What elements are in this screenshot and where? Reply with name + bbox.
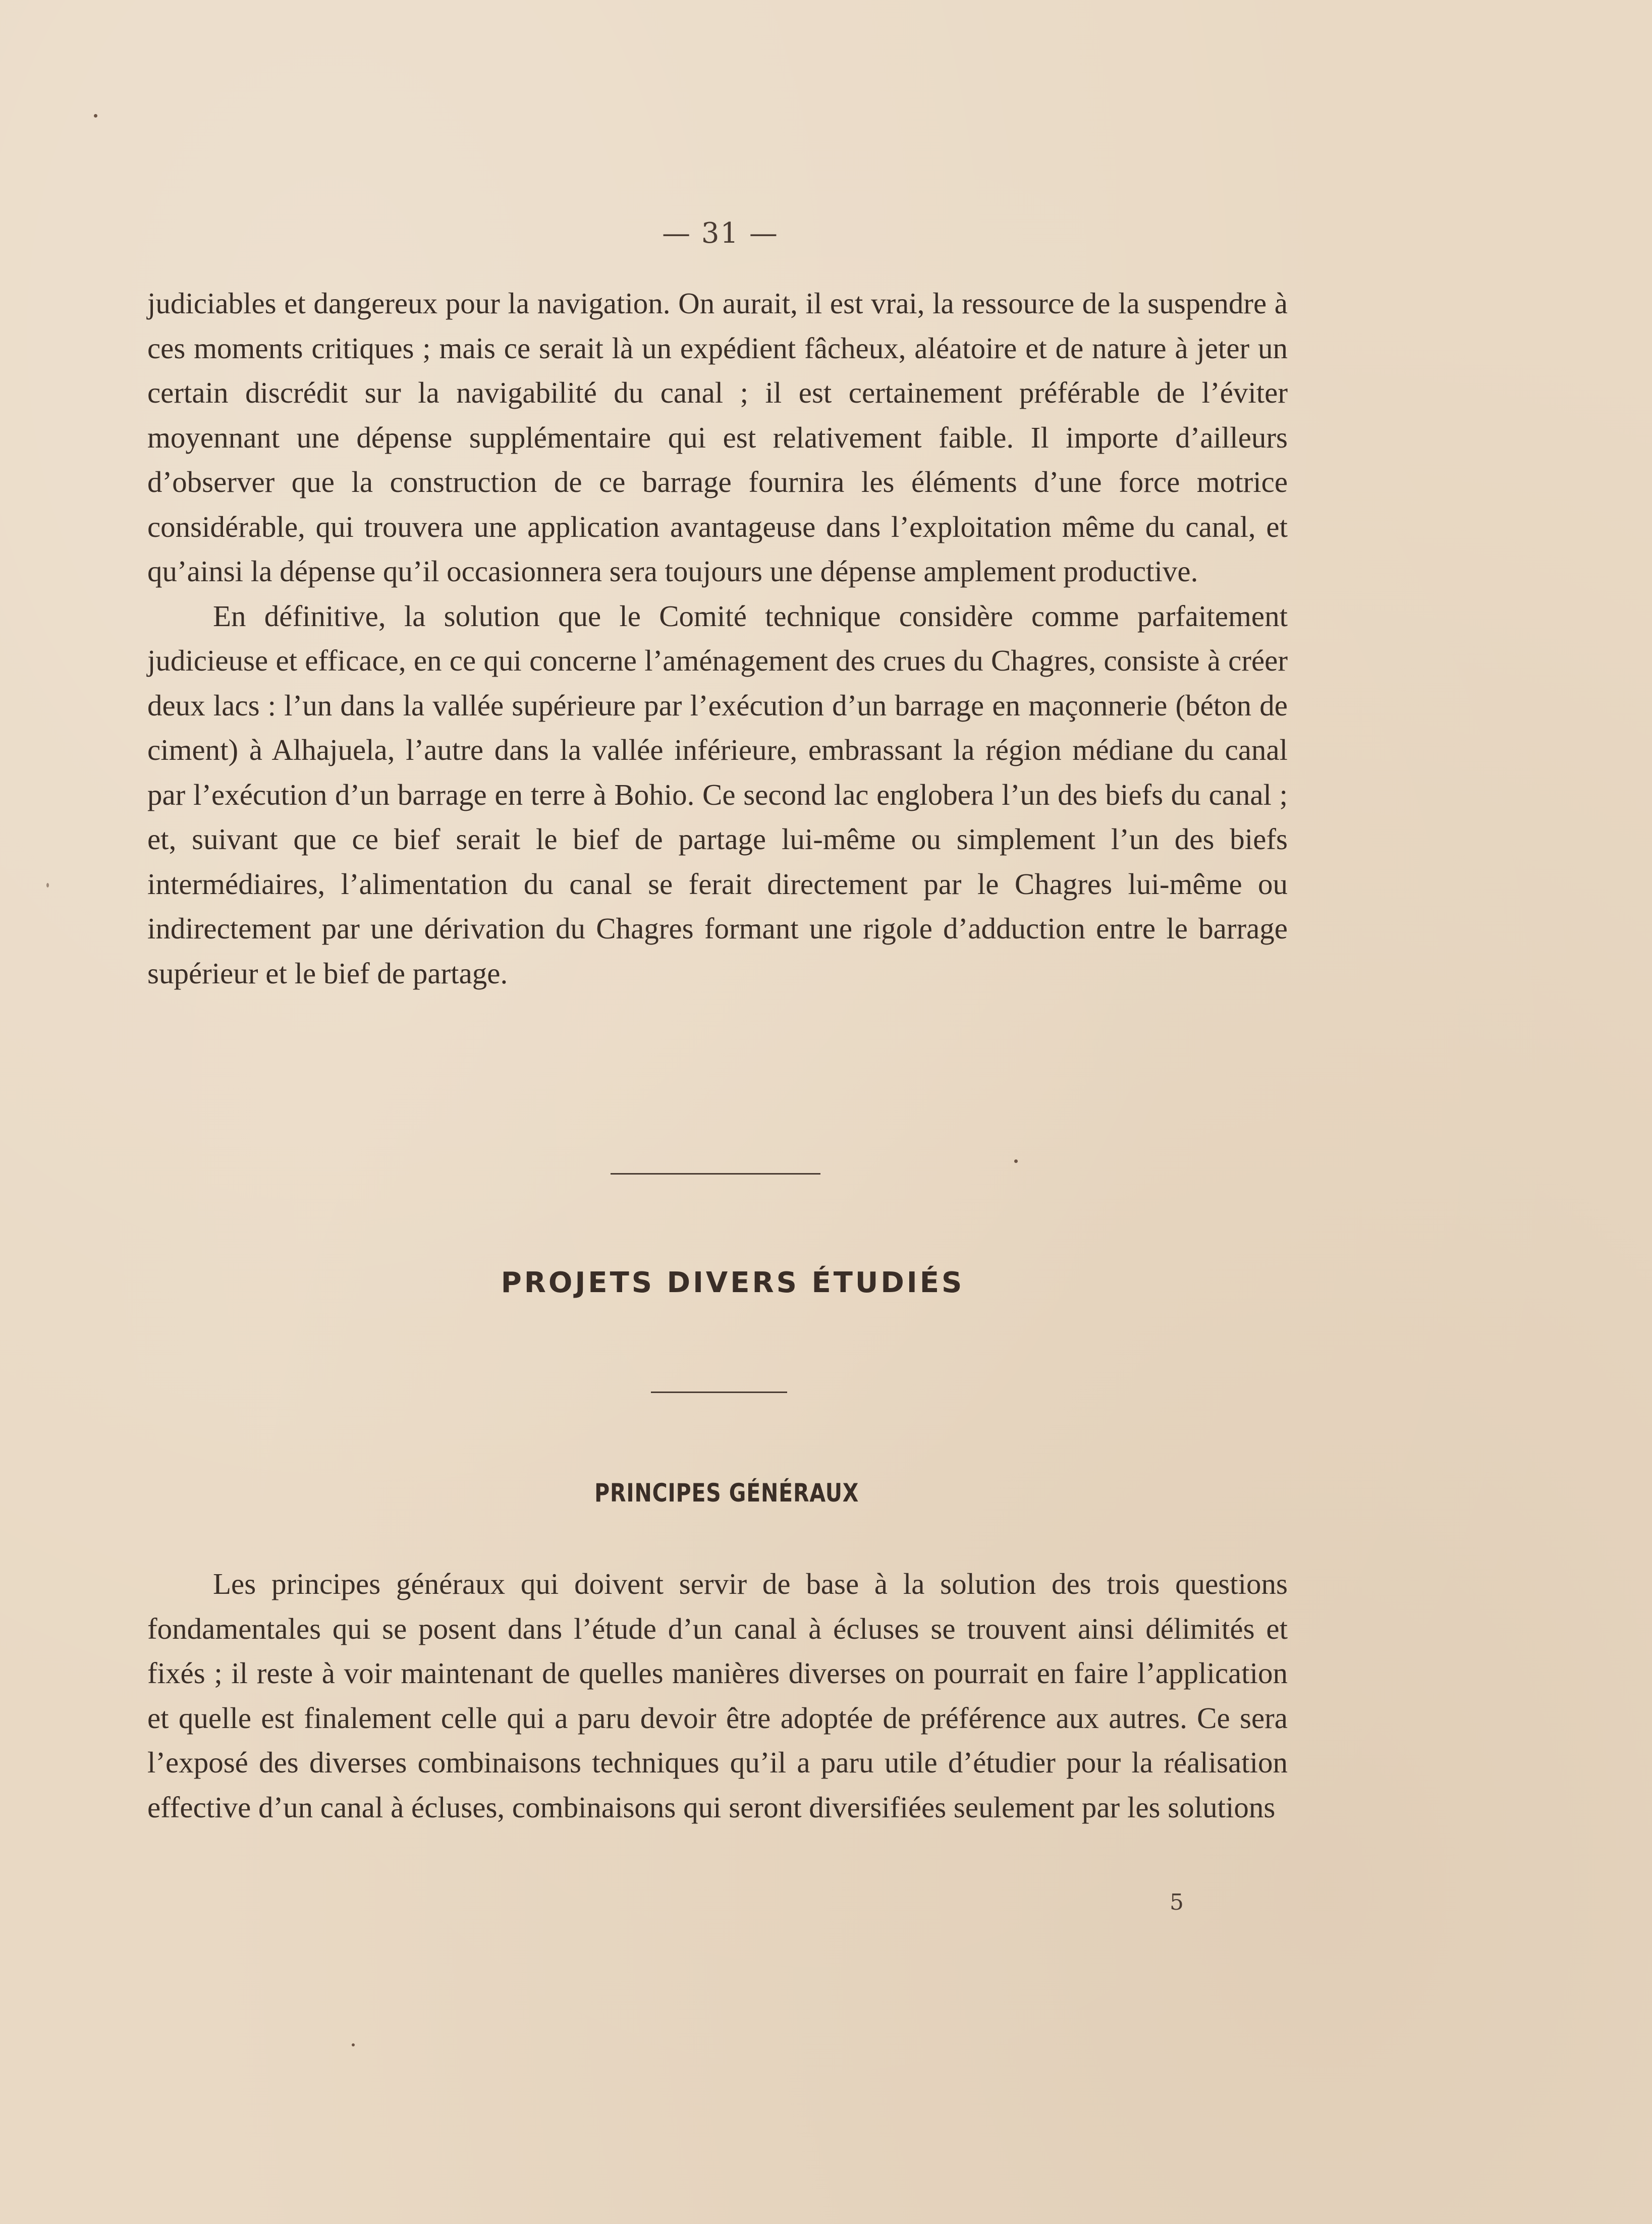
paper-speck (352, 2043, 355, 2046)
lower-text-block (147, 1562, 1288, 1829)
section-divider (651, 1392, 787, 1393)
paragraph: En définitive, la solution que le Comité technique considère comme parfaitement judicieuse et efficace, en ce qui concerne l’aménagement des crues du Chagres, consiste à créer deux lacs : l’un dans la vallée supérieure par l’exécution d’un barrage en maçonnerie (béton de ciment) à Alhajuela, l’autre dans la vallée inférieure, embrassant la région médiane du canal par l’exécution d’un barrage en terre à Bohio. Ce second lac englobera l’un des biefs du canal ; et, suivant que ce bief serait le bief de partage lui-même ou simplement l’un des biefs intermédiaires, l’alimentation du canal se ferait directement par le Chagres lui-même ou indirectement par une dérivation du Chagres formant une rigole d’adduction entre le barrage supérieur et le bief de partage. (147, 599, 1288, 990)
paper-speck (1014, 1159, 1018, 1163)
section-divider (611, 1173, 820, 1175)
paper-speck (94, 114, 97, 118)
signature-mark: 5 (1170, 1889, 1184, 1915)
paper-speck (46, 883, 49, 887)
page-number: — 31 — (662, 217, 779, 250)
upper-text-block (147, 281, 1288, 995)
sub-heading: PRINCIPES GÉNÉRAUX (594, 1478, 859, 1508)
paragraph: judiciables et dangereux pour la navigation. On aurait, il est vrai, la ressource de la suspendre à ces moments critiques ; mais ce serait là un expédient fâcheux, aléatoire et de nature à jeter un certain discrédit sur la navigabilité du canal ; il est certainement préférable de l’éviter moyennant une dépense supplémentaire qui est relativement faible. Il importe d’ailleurs d’observer que la construction de ce barrage fournira les éléments d’une force motrice considérable, qui trouvera une application avantageuse dans l’exploitation même du canal, et qu’ainsi la dépense qu’il occasionnera sera toujours une dépense amplement productive. (147, 287, 1288, 588)
paragraph: Les principes généraux qui doivent servir de base à la solution des trois questions fondamentales qui se posent dans l’étude d’un canal à écluses se trouvent ainsi délimités et fixés ; il reste à voir maintenant de quelles manières diverses on pourrait en faire l’application et quelle est finalement celle qui a paru devoir être adoptée de préférence aux autres. Ce sera l’exposé des diverses combinaisons techniques qu’il a paru utile d’étudier pour la réalisation effective d’un canal à écluses, combinaisons qui seront diversifiées seulement par les solutions (147, 1567, 1288, 1824)
section-heading: PROJETS DIVERS ÉTUDIÉS (501, 1266, 965, 1299)
